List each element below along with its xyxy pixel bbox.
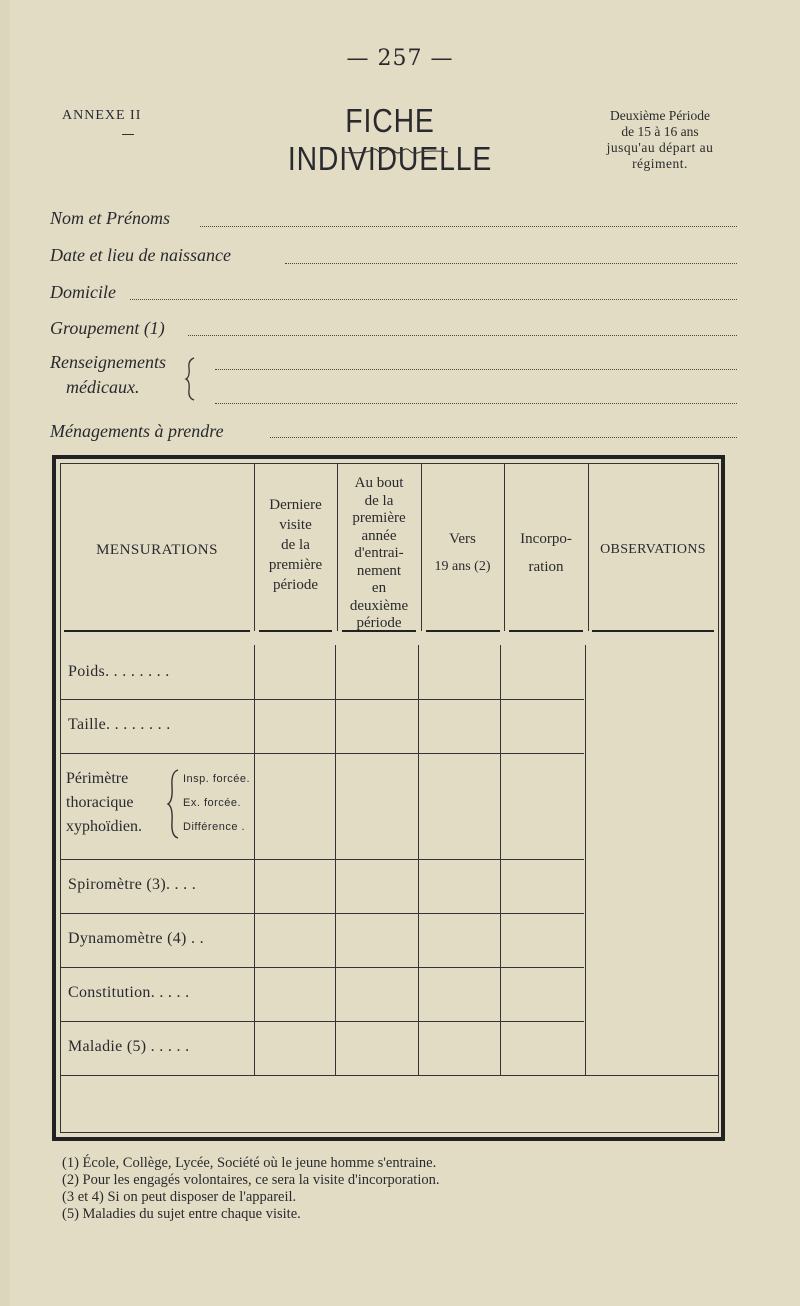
table-inner-right-rule [718,463,719,1133]
table-inner-top-rule [60,463,718,464]
period-line-2: de 15 à 16 ans [621,124,699,139]
body-divider-2 [335,645,336,1075]
header-incorporation-line: Incorpo- [520,531,572,547]
period-line-4: régiment. [632,156,688,171]
header-derniere-visite-line: de la [281,537,310,553]
perimetre-line: thoracique [66,794,134,811]
footnote-2: (2) Pour les engagés volontaires, ce sera la visite d'incorporation. [62,1172,440,1188]
field-menagements-line[interactable] [270,437,737,438]
renseignements-brace [184,356,198,402]
field-menagements-label: Ménagements à prendre [50,421,224,441]
header-au-bout-line: nement [356,562,402,579]
body-divider-5 [585,645,586,1075]
header-underline-2 [259,630,332,632]
body-divider-3 [418,645,419,1075]
row-dynamometre: Dynamomètre (4) . . [68,930,204,947]
header-underline-6 [592,630,714,632]
header-au-bout-line: première [352,510,406,526]
header-derniere-visite-line: période [273,577,318,593]
field-groupement-label: Groupement (1) [50,318,165,338]
field-renseignements-label-1: Renseignements [50,352,166,372]
perimetre-brace [166,768,182,840]
field-renseignements-label-2: médicaux. [66,377,140,397]
header-derniere-visite-line: première [268,557,323,573]
row-poids: Poids. . . . . . . . [68,663,170,680]
field-naissance-label: Date et lieu de naissance [50,245,231,265]
footnote-1: (1) École, Collège, Lycée, Société où le jeune homme s'entraine. [62,1155,437,1171]
period-line-3: jusqu'au départ au [606,140,714,155]
row-perimetre-label [66,767,142,839]
table-inner-bottom-rule [60,1132,718,1133]
row-separator [60,1021,584,1022]
perimetre-sub-insp: Insp. forcée. [183,773,251,785]
header-au-bout-line: de la [364,492,394,509]
perimetre-line: Périmètre [66,770,129,787]
perimetre-sub-ex: Ex. forcée. [183,797,242,809]
header-au-bout-line: d'entrai- [354,545,404,561]
perimetre-sub-diff: Différence . [183,821,246,833]
period-note [560,108,760,172]
header-mensurations: MENSURATIONS [96,542,218,558]
header-vers-line: Vers [449,531,476,547]
row-separator-bottom [60,1075,718,1076]
header-vers [421,525,504,581]
row-taille: Taille. . . . . . . . [68,716,171,733]
field-nom-line[interactable] [200,226,737,227]
row-separator [60,699,584,700]
field-renseignements-line-1[interactable] [215,369,737,370]
field-groupement-line[interactable] [188,335,737,336]
row-maladie: Maladie (5) . . . . . [68,1038,190,1055]
field-naissance-line[interactable] [285,263,737,264]
footnote-4: (5) Maladies du sujet entre chaque visite. [62,1206,301,1222]
header-derniere-visite-line: visite [279,517,312,533]
header-derniere-visite-line: Derniere [269,497,322,513]
header-observations: OBSERVATIONS [600,542,706,557]
header-incorporation [504,525,588,581]
row-separator [60,967,584,968]
table-inner-left-rule [60,463,61,1133]
row-spirometre: Spiromètre (3). . . . [68,876,197,893]
row-separator [60,913,584,914]
ornament-flourish [340,144,450,158]
header-incorporation-line: ration [528,559,564,575]
annexe-dash [122,134,134,135]
field-renseignements-line-2[interactable] [215,403,737,404]
header-underline-1 [64,630,250,632]
body-divider-4 [500,645,501,1075]
header-au-bout [337,475,421,633]
header-au-bout-line: année [361,527,397,544]
header-derniere-visite [254,495,337,595]
header-vers-line: 19 ans (2) [434,559,491,574]
header-au-bout-line: en [371,580,387,596]
footnote-3: (3 et 4) Si on peut disposer de l'appareil. [62,1189,297,1205]
header-au-bout-line: Au bout [354,475,404,491]
page-number: — 257 — [346,46,454,71]
row-separator [60,753,584,754]
header-underline-4 [426,630,500,632]
field-domicile-line[interactable] [130,299,737,300]
footnotes [62,1155,439,1223]
row-separator [60,859,584,860]
annexe-label: ANNEXE II [62,108,142,123]
header-au-bout-line: deuxième [349,597,409,614]
period-line-1: Deuxième Période [609,108,711,123]
body-divider-1 [254,645,255,1075]
form-title: FICHE INDIVIDUELLE [287,102,493,177]
header-underline-5 [509,630,583,632]
header-au-bout-line: période [356,615,402,631]
perimetre-line: xyphoïdien. [66,818,142,835]
perimetre-sub-labels [183,767,250,839]
row-constitution: Constitution. . . . . [68,984,190,1001]
field-nom-label: Nom et Prénoms [50,208,170,228]
field-domicile-label: Domicile [50,282,116,302]
